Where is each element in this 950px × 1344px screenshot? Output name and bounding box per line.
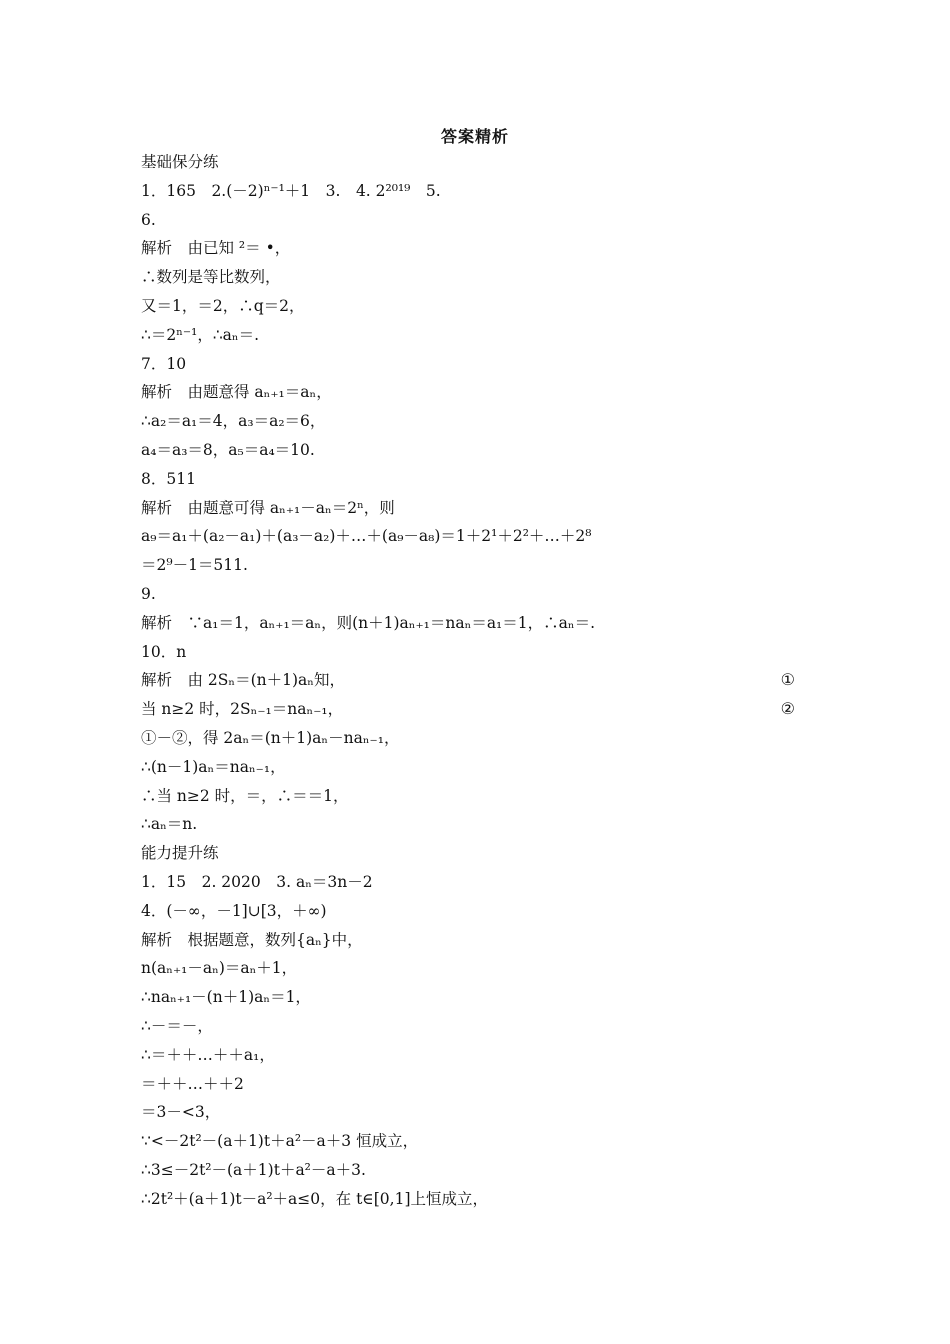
text-line xyxy=(141,407,801,436)
line-text: 解析 根据题意，数列{aₙ}中， xyxy=(141,930,363,949)
line-text: ＝2⁹－1＝511. xyxy=(141,556,248,575)
line-text: 解析 由题意得 aₙ₊₁＝aₙ， xyxy=(141,383,332,402)
text-line xyxy=(141,695,801,724)
line-text: ∴2t²＋(a＋1)t－a²＋a≤0，在 t∈[0,1]上恒成立， xyxy=(141,1189,489,1208)
line-text: ∴(n－1)aₙ＝naₙ₋₁， xyxy=(141,757,286,776)
text-line xyxy=(141,897,801,926)
line-text: 解析 由已知 ²＝ •， xyxy=(141,239,291,258)
text-line xyxy=(141,926,801,955)
line-text: 7．10 xyxy=(141,354,187,373)
text-line xyxy=(141,1098,801,1127)
line-text: 又＝1，＝2，∴q＝2， xyxy=(141,296,305,315)
page-title: 答案精析 xyxy=(440,127,509,146)
line-text: a₄＝a₃＝8，a₅＝a₄＝10. xyxy=(141,440,315,459)
line-text: ＝3－<3， xyxy=(141,1103,221,1122)
line-text: ∴naₙ₊₁－(n＋1)aₙ＝1， xyxy=(141,988,311,1007)
text-line xyxy=(141,724,801,753)
text-line xyxy=(141,494,801,523)
line-text: 1．15 2. 2020 3. aₙ＝3n－2 xyxy=(141,872,373,891)
line-text: 解析 由题意可得 aₙ₊₁－aₙ＝2ⁿ，则 xyxy=(141,498,395,517)
text-line xyxy=(141,436,801,465)
line-text: ∴aₙ＝n. xyxy=(141,815,198,834)
text-line xyxy=(141,206,801,235)
text-line xyxy=(141,177,801,206)
line-text: ∴数列是等比数列， xyxy=(141,268,281,287)
line-text: 8．511 xyxy=(141,469,196,488)
text-line xyxy=(141,522,801,551)
text-line xyxy=(141,1070,801,1099)
text-line xyxy=(141,321,801,350)
text-line xyxy=(141,465,801,494)
line-text: 10．n xyxy=(141,642,187,661)
text-line xyxy=(141,1127,801,1156)
text-line xyxy=(141,234,801,263)
line-text: 能力提升练 xyxy=(141,844,219,863)
line-text: 解析 ∵a₁＝1，aₙ₊₁＝aₙ，则(n＋1)aₙ₊₁＝naₙ＝a₁＝1，∴aₙ＝. xyxy=(141,613,596,632)
line-text: ①－②，得 2aₙ＝(n＋1)aₙ－naₙ₋₁， xyxy=(141,728,400,747)
text-line xyxy=(141,810,801,839)
line-text: 9. xyxy=(141,584,156,603)
text-line xyxy=(141,378,801,407)
line-text: n(aₙ₊₁－aₙ)＝aₙ＋1， xyxy=(141,959,298,978)
line-text: ∴－＝－， xyxy=(141,1016,213,1035)
line-text: ∴当 n≥2 时，＝，∴＝＝1， xyxy=(141,786,349,805)
line-text: ＝＋＋…＋＋2 xyxy=(141,1074,244,1093)
text-line xyxy=(141,839,801,868)
line-text: 4．(－∞，－1]∪[3，＋∞) xyxy=(141,901,327,920)
text-line xyxy=(141,1041,801,1070)
line-text: ∴a₂＝a₁＝4，a₃＝a₂＝6， xyxy=(141,412,326,431)
text-line xyxy=(141,292,801,321)
text-line xyxy=(141,954,801,983)
text-line xyxy=(141,868,801,897)
text-line xyxy=(141,148,801,177)
text-line xyxy=(141,666,801,695)
equation-number: ① xyxy=(780,670,795,690)
line-text: 解析 由 2Sₙ＝(n＋1)aₙ知， xyxy=(141,671,345,690)
line-text: a₉＝a₁＋(a₂－a₁)＋(a₃－a₂)＋…＋(a₉－a₈)＝1＋2¹＋2²＋…＋2⁸ xyxy=(141,527,592,546)
line-text: ∴＝2ⁿ⁻¹，∴aₙ＝. xyxy=(141,325,260,344)
text-line xyxy=(141,551,801,580)
equation-number: ② xyxy=(780,699,795,719)
line-text: 1．165 2.(－2)ⁿ⁻¹＋1 3. 4. 2²⁰¹⁹ 5. xyxy=(141,181,441,200)
text-line xyxy=(141,609,801,638)
text-line xyxy=(141,580,801,609)
line-text: 6. xyxy=(141,210,156,229)
text-line xyxy=(141,1156,801,1185)
line-text: ∴＝＋＋…＋＋a₁， xyxy=(141,1045,275,1064)
line-text: 当 n≥2 时，2Sₙ₋₁＝naₙ₋₁， xyxy=(141,700,344,719)
line-text: 基础保分练 xyxy=(141,153,219,171)
answer-body xyxy=(141,148,801,1213)
text-line xyxy=(141,782,801,811)
line-text: ∵<－2t²－(a＋1)t＋a²－a＋3 恒成立， xyxy=(141,1132,419,1151)
text-line xyxy=(141,753,801,782)
text-line xyxy=(141,350,801,379)
text-line xyxy=(141,638,801,667)
text-line xyxy=(141,1012,801,1041)
line-text: ∴3≤－2t²－(a＋1)t＋a²－a＋3. xyxy=(141,1160,366,1179)
text-line xyxy=(141,1185,801,1214)
text-line xyxy=(141,263,801,292)
text-line xyxy=(141,983,801,1012)
